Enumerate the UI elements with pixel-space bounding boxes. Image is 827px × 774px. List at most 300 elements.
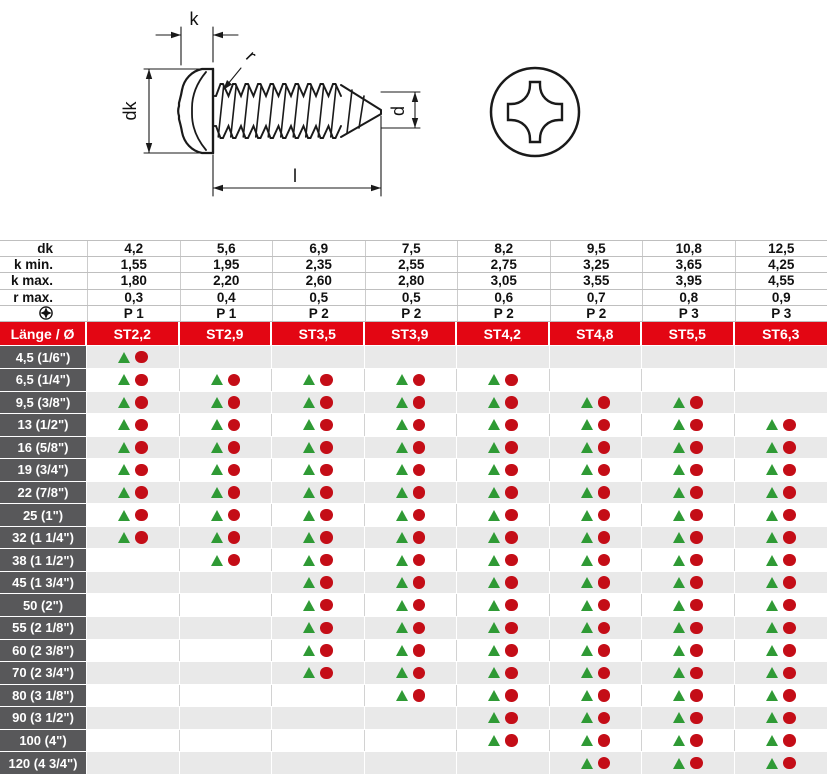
- size-header-row: [0, 321, 827, 346]
- triangle-marker: [581, 690, 593, 701]
- availability-cell: [457, 685, 550, 707]
- availability-cell: [550, 752, 643, 774]
- circle-marker: [505, 599, 518, 612]
- spec-value: 3,95: [642, 273, 735, 288]
- spec-value: 4,2: [87, 241, 180, 256]
- availability-cell: [180, 730, 273, 752]
- availability-cell: [642, 617, 735, 639]
- triangle-marker: [581, 667, 593, 678]
- spec-value: 0,5: [365, 290, 458, 305]
- circle-marker: [598, 419, 611, 432]
- circle-marker: [413, 667, 426, 680]
- availability-cell: [87, 369, 180, 391]
- circle-marker: [783, 441, 796, 454]
- availability-cell: [272, 730, 365, 752]
- availability-cell: [457, 594, 550, 616]
- triangle-marker: [118, 464, 130, 475]
- spec-value: 3,55: [550, 273, 643, 288]
- availability-cell: [735, 640, 827, 662]
- triangle-marker: [581, 532, 593, 543]
- circle-marker: [690, 599, 703, 612]
- triangle-marker: [303, 419, 315, 430]
- length-label: 120 (4 3/4"): [0, 752, 87, 774]
- spec-value: 0,9: [735, 290, 827, 305]
- circle-marker: [135, 486, 148, 499]
- availability-cell: [272, 459, 365, 481]
- circle-marker: [320, 531, 333, 544]
- triangle-marker: [581, 645, 593, 656]
- triangle-marker: [211, 510, 223, 521]
- triangle-marker: [396, 510, 408, 521]
- availability-cell: [735, 707, 827, 729]
- triangle-marker: [673, 667, 685, 678]
- circle-marker: [135, 464, 148, 477]
- circle-marker: [505, 374, 518, 387]
- triangle-marker: [581, 735, 593, 746]
- size-column-header: ST4,8: [550, 322, 643, 346]
- circle-marker: [783, 554, 796, 567]
- availability-cell: [272, 707, 365, 729]
- circle-marker: [320, 599, 333, 612]
- size-column-header: ST6,3: [735, 322, 827, 346]
- circle-marker: [598, 531, 611, 544]
- availability-cell: [180, 549, 273, 571]
- availability-cell: [642, 369, 735, 391]
- triangle-marker: [673, 758, 685, 769]
- spec-value: 2,60: [272, 273, 365, 288]
- triangle-marker: [303, 555, 315, 566]
- triangle-marker: [673, 645, 685, 656]
- availability-cell: [457, 549, 550, 571]
- circle-marker: [690, 622, 703, 635]
- availability-cell: [550, 685, 643, 707]
- triangle-marker: [673, 397, 685, 408]
- availability-cell: [642, 707, 735, 729]
- triangle-marker: [118, 397, 130, 408]
- spec-value: 2,35: [272, 257, 365, 272]
- length-label: 19 (3/4"): [0, 459, 87, 481]
- spec-row: [0, 272, 827, 288]
- availability-cell: [87, 572, 180, 594]
- triangle-marker: [766, 758, 778, 769]
- availability-cell: [272, 685, 365, 707]
- circle-marker: [598, 622, 611, 635]
- availability-cell: [642, 572, 735, 594]
- length-label: 25 (1"): [0, 504, 87, 526]
- circle-marker: [690, 667, 703, 680]
- triangle-marker: [396, 419, 408, 430]
- availability-cell: [272, 414, 365, 436]
- triangle-marker: [488, 487, 500, 498]
- triangle-marker: [396, 532, 408, 543]
- spec-value: P 2: [550, 306, 643, 321]
- spec-value: 0,3: [87, 290, 180, 305]
- circle-marker: [783, 689, 796, 702]
- triangle-marker: [396, 397, 408, 408]
- triangle-marker: [211, 419, 223, 430]
- spec-value: 8,2: [457, 241, 550, 256]
- circle-marker: [783, 667, 796, 680]
- length-label: 38 (1 1/2"): [0, 549, 87, 571]
- circle-marker: [320, 622, 333, 635]
- availability-cell: [365, 459, 458, 481]
- triangle-marker: [581, 442, 593, 453]
- spec-row-label: r max.: [13, 289, 53, 305]
- availability-cell: [642, 662, 735, 684]
- triangle-marker: [488, 464, 500, 475]
- circle-marker: [413, 622, 426, 635]
- triangle-marker: [396, 600, 408, 611]
- triangle-marker: [581, 510, 593, 521]
- availability-cell: [180, 662, 273, 684]
- availability-cell: [457, 504, 550, 526]
- circle-marker: [413, 441, 426, 454]
- availability-cell: [87, 459, 180, 481]
- circle-marker: [783, 757, 796, 770]
- spec-value: 2,20: [180, 273, 273, 288]
- availability-cell: [642, 752, 735, 774]
- spec-value: 0,6: [457, 290, 550, 305]
- circle-marker: [783, 644, 796, 657]
- length-label: 16 (5/8"): [0, 437, 87, 459]
- circle-marker: [598, 576, 611, 589]
- circle-marker: [783, 599, 796, 612]
- availability-cell: [87, 549, 180, 571]
- size-column-header: ST3,9: [365, 322, 458, 346]
- triangle-marker: [396, 645, 408, 656]
- phillips-drive-icon: [39, 306, 53, 320]
- length-label: 55 (2 1/8"): [0, 617, 87, 639]
- length-row: [0, 436, 827, 459]
- triangle-marker: [766, 464, 778, 475]
- triangle-marker: [303, 622, 315, 633]
- spec-value: P 3: [735, 306, 827, 321]
- circle-marker: [690, 644, 703, 657]
- circle-marker: [690, 509, 703, 522]
- availability-cell: [365, 730, 458, 752]
- availability-cell: [87, 617, 180, 639]
- spec-value: P 2: [457, 306, 550, 321]
- spec-value: 0,8: [642, 290, 735, 305]
- dimension-spec-table: [0, 240, 827, 321]
- availability-cell: [550, 346, 643, 368]
- length-row: [0, 391, 827, 414]
- availability-cell: [272, 662, 365, 684]
- availability-cell: [642, 414, 735, 436]
- availability-cell: [550, 617, 643, 639]
- availability-cell: [365, 392, 458, 414]
- availability-cell: [272, 369, 365, 391]
- availability-cell: [87, 392, 180, 414]
- availability-cell: [180, 504, 273, 526]
- length-label: 22 (7/8"): [0, 482, 87, 504]
- triangle-marker: [118, 510, 130, 521]
- triangle-marker: [488, 532, 500, 543]
- circle-marker: [783, 576, 796, 589]
- triangle-marker: [303, 487, 315, 498]
- triangle-marker: [488, 622, 500, 633]
- circle-marker: [598, 644, 611, 657]
- availability-cell: [735, 527, 827, 549]
- length-row: [0, 503, 827, 526]
- availability-cell: [457, 527, 550, 549]
- availability-cell: [735, 662, 827, 684]
- circle-marker: [228, 464, 241, 477]
- availability-cell: [180, 369, 273, 391]
- availability-cell: [365, 707, 458, 729]
- availability-cell: [642, 730, 735, 752]
- availability-cell: [87, 707, 180, 729]
- circle-marker: [228, 396, 241, 409]
- triangle-marker: [766, 577, 778, 588]
- circle-marker: [690, 734, 703, 747]
- triangle-marker: [118, 374, 130, 385]
- triangle-marker: [303, 397, 315, 408]
- availability-cell: [272, 594, 365, 616]
- circle-marker: [228, 531, 241, 544]
- triangle-marker: [488, 712, 500, 723]
- triangle-marker: [488, 397, 500, 408]
- triangle-marker: [303, 600, 315, 611]
- availability-cell: [735, 594, 827, 616]
- availability-cell: [735, 617, 827, 639]
- length-label: 45 (1 3/4"): [0, 572, 87, 594]
- circle-marker: [413, 689, 426, 702]
- length-row: [0, 548, 827, 571]
- triangle-marker: [581, 712, 593, 723]
- circle-marker: [135, 351, 148, 364]
- spec-value: 3,65: [642, 257, 735, 272]
- availability-cell: [365, 414, 458, 436]
- spec-value: 3,05: [457, 273, 550, 288]
- circle-marker: [505, 441, 518, 454]
- spec-value: 3,25: [550, 257, 643, 272]
- spec-row-label: [0, 306, 87, 321]
- circle-marker: [598, 689, 611, 702]
- circle-marker: [320, 486, 333, 499]
- triangle-marker: [766, 690, 778, 701]
- circle-marker: [413, 396, 426, 409]
- length-row: [0, 639, 827, 662]
- spec-value: 9,5: [550, 241, 643, 256]
- triangle-marker: [488, 690, 500, 701]
- circle-marker: [228, 441, 241, 454]
- availability-cell: [642, 685, 735, 707]
- availability-cell: [457, 730, 550, 752]
- triangle-marker: [581, 555, 593, 566]
- triangle-marker: [673, 577, 685, 588]
- triangle-marker: [673, 712, 685, 723]
- availability-cell: [735, 437, 827, 459]
- circle-marker: [505, 554, 518, 567]
- circle-marker: [598, 599, 611, 612]
- circle-marker: [505, 464, 518, 477]
- availability-cell: [365, 572, 458, 594]
- triangle-marker: [303, 442, 315, 453]
- circle-marker: [598, 734, 611, 747]
- triangle-marker: [581, 622, 593, 633]
- availability-cell: [550, 527, 643, 549]
- triangle-marker: [766, 419, 778, 430]
- circle-marker: [783, 734, 796, 747]
- availability-cell: [87, 482, 180, 504]
- triangle-marker: [118, 352, 130, 363]
- circle-marker: [783, 486, 796, 499]
- triangle-marker: [396, 464, 408, 475]
- availability-cell: [180, 459, 273, 481]
- circle-marker: [320, 667, 333, 680]
- triangle-marker: [396, 487, 408, 498]
- circle-marker: [690, 554, 703, 567]
- triangle-marker: [766, 600, 778, 611]
- triangle-marker: [396, 577, 408, 588]
- availability-cell: [272, 640, 365, 662]
- availability-cell: [272, 346, 365, 368]
- circle-marker: [413, 599, 426, 612]
- triangle-marker: [303, 510, 315, 521]
- circle-marker: [690, 689, 703, 702]
- length-row: [0, 526, 827, 549]
- circle-marker: [598, 667, 611, 680]
- circle-marker: [505, 509, 518, 522]
- availability-cell: [642, 527, 735, 549]
- circle-marker: [135, 419, 148, 432]
- spec-value: 4,55: [735, 273, 827, 288]
- circle-marker: [505, 689, 518, 702]
- availability-cell: [735, 549, 827, 571]
- availability-cell: [272, 437, 365, 459]
- circle-marker: [320, 464, 333, 477]
- spec-value: 1,80: [87, 273, 180, 288]
- circle-marker: [413, 374, 426, 387]
- length-row: [0, 751, 827, 774]
- triangle-marker: [118, 419, 130, 430]
- availability-cell: [365, 662, 458, 684]
- circle-marker: [228, 419, 241, 432]
- circle-marker: [690, 441, 703, 454]
- availability-cell: [642, 594, 735, 616]
- availability-cell: [180, 346, 273, 368]
- tables-area: [0, 240, 827, 774]
- spec-value: 2,55: [365, 257, 458, 272]
- triangle-marker: [396, 555, 408, 566]
- triangle-marker: [673, 735, 685, 746]
- spec-value: 4,25: [735, 257, 827, 272]
- spec-row: [0, 256, 827, 272]
- triangle-marker: [581, 397, 593, 408]
- triangle-marker: [766, 645, 778, 656]
- circle-marker: [413, 464, 426, 477]
- availability-cell: [457, 346, 550, 368]
- availability-cell: [87, 414, 180, 436]
- triangle-marker: [488, 577, 500, 588]
- availability-cell: [550, 414, 643, 436]
- spec-value: 2,75: [457, 257, 550, 272]
- circle-marker: [783, 712, 796, 725]
- triangle-marker: [766, 442, 778, 453]
- circle-marker: [783, 531, 796, 544]
- availability-cell: [550, 662, 643, 684]
- length-row: [0, 458, 827, 481]
- circle-marker: [413, 486, 426, 499]
- length-label: 4,5 (1/6"): [0, 346, 87, 368]
- triangle-marker: [396, 690, 408, 701]
- availability-cell: [735, 369, 827, 391]
- circle-marker: [135, 441, 148, 454]
- circle-marker: [690, 576, 703, 589]
- circle-marker: [690, 712, 703, 725]
- triangle-marker: [673, 464, 685, 475]
- triangle-marker: [581, 600, 593, 611]
- availability-cell: [272, 752, 365, 774]
- circle-marker: [228, 374, 241, 387]
- availability-cell: [550, 572, 643, 594]
- size-column-header: ST3,5: [272, 322, 365, 346]
- availability-cell: [87, 437, 180, 459]
- circle-marker: [505, 712, 518, 725]
- circle-marker: [690, 757, 703, 770]
- triangle-marker: [673, 419, 685, 430]
- triangle-marker: [211, 487, 223, 498]
- triangle-marker: [673, 442, 685, 453]
- availability-cell: [457, 572, 550, 594]
- availability-cell: [457, 662, 550, 684]
- triangle-marker: [211, 397, 223, 408]
- availability-cell: [272, 482, 365, 504]
- triangle-marker: [766, 510, 778, 521]
- availability-cell: [550, 707, 643, 729]
- spec-row: [0, 305, 827, 321]
- triangle-marker: [766, 532, 778, 543]
- circle-marker: [505, 622, 518, 635]
- availability-cell: [642, 437, 735, 459]
- availability-cell: [272, 527, 365, 549]
- triangle-marker: [673, 600, 685, 611]
- circle-marker: [135, 374, 148, 387]
- circle-marker: [413, 509, 426, 522]
- spec-value: 0,5: [272, 290, 365, 305]
- length-label: 70 (2 3/4"): [0, 662, 87, 684]
- triangle-marker: [488, 555, 500, 566]
- availability-cell: [365, 504, 458, 526]
- triangle-marker: [673, 510, 685, 521]
- length-row: [0, 706, 827, 729]
- circle-marker: [690, 486, 703, 499]
- length-label: 9,5 (3/8"): [0, 392, 87, 414]
- spec-value: 5,6: [180, 241, 273, 256]
- triangle-marker: [581, 419, 593, 430]
- triangle-marker: [303, 577, 315, 588]
- availability-cell: [550, 594, 643, 616]
- circle-marker: [598, 486, 611, 499]
- dim-label-dk: dk: [120, 101, 140, 121]
- availability-cell: [180, 617, 273, 639]
- triangle-marker: [673, 690, 685, 701]
- spec-value: 6,9: [272, 241, 365, 256]
- circle-marker: [690, 531, 703, 544]
- triangle-marker: [396, 667, 408, 678]
- circle-marker: [505, 531, 518, 544]
- availability-cell: [457, 459, 550, 481]
- availability-table: [0, 345, 827, 774]
- length-row: [0, 413, 827, 436]
- availability-cell: [457, 482, 550, 504]
- length-label: 80 (3 1/8"): [0, 685, 87, 707]
- screw-side-view: [120, 9, 420, 196]
- triangle-marker: [488, 374, 500, 385]
- circle-marker: [505, 576, 518, 589]
- circle-marker: [320, 441, 333, 454]
